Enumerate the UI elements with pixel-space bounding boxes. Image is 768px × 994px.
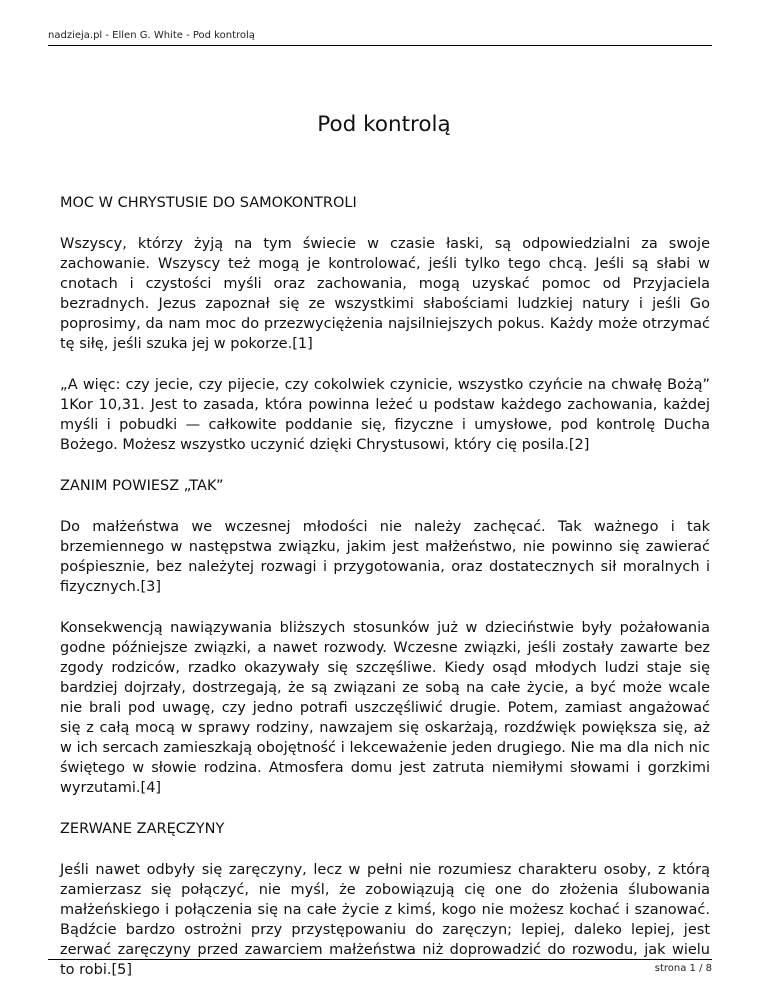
page-header [48,30,712,46]
page-number: strona 1 / 8 [654,963,712,974]
section-zerwane-zareczyny [60,819,710,980]
section-heading: ZANIM POWIESZ „TAK” [60,478,224,494]
paragraph: Do małżeństwa we wczesnej młodości nie należy zachęcać. Tak ważnego i tak brzemiennego w następstwa związku, jakim jest małżeństwo, nie powinno się zawierać pośpiesznie, bez należytej rozwagi i przygotowania, oraz dostatecznych sił moralnych i fizycznych.[3] [60,519,710,595]
paragraph: Wszyscy, którzy żyją na tym świecie w czasie łaski, są odpowiedzialni za swoje zachowanie. Wszyscy też mogą je kontrolować, jeśli tylko tego chcą. Jeśli są słabi w cnotach i czystości myśli oraz zachowania, mogą uzyskać pomoc od Przyjaciela bezradnych. Jezus zapoznał się ze wszystkimi słabościami ludzkiej natury i jeśli Go poprosimy, da nam moc do przezwyciężenia najsilniejszych pokus. Każdy może otrzymać tę siłę, jeśli szuka jej w pokorze.[1] [60,236,710,352]
section-zanim-powiesz-tak [60,476,710,798]
header-text: nadzieja.pl - Ellen G. White - Pod kontrolą [48,30,255,41]
paragraph: „A więc: czy jecie, czy pijecie, czy cokolwiek czynicie, wszystko czyńcie na chwałę Bożą” 1Kor 10,31. Jest to zasada, która powinna leżeć u podstaw każdego zachowania, każdej myśli i pobudki — całkowite poddanie się, fizyczne i umysłowe, pod kontrolę Ducha Bożego. Możesz wszystko uczynić dzięki Chrystusowi, który cię posila.[2] [60,377,710,453]
document-title: Pod kontrolą [317,112,451,137]
paragraph: Konsekwencją nawiązywania bliższych stosunków już w dzieciństwie były pożałowania godne późniejsze związki, a nawet rozwody. Wczesne związki, jeśli zostały zawarte bez zgody rodziców, rzadko okazywały się szczęśliwe. Kiedy osąd młodych ludzi staje się bardziej dojrzały, dostrzegają, że są związani ze sobą na całe życie, a być może wcale nie brali pod uwagę, czy jedno potrafi uszczęśliwić drugie. Potem, zamiast angażować się z całą mocą w sprawy rodziny, nawzajem się oskarżają, rozdźwięk powiększa się, aż w ich sercach zamieszkają obojętność i lekceważenie jeden drugiego. Nie ma dla nich nic świętego w słowie rodzina. Atmosfera domu jest zatruta niemiłymi słowami i gorzkimi wyrzutami.[4] [60,620,710,796]
section-heading: ZERWANE ZARĘCZYNY [60,821,225,837]
section-moc-w-chrystusie [60,193,710,455]
page-footer [48,959,712,974]
paragraph: Jeśli nawet odbyły się zaręczyny, lecz w pełni nie rozumiesz charakteru osoby, z którą zamierzasz się połączyć, nie myśl, że zobowiązują cię one do złożenia ślubowania małżeńskiego i połączenia się na całe życie z kimś, kogo nie możesz kochać i szanować. Bądźcie bardzo ostrożni przy przystępowaniu do zaręczyn; lepiej, daleko lepiej, jest zerwać zaręczyny przed zawarciem małżeństwa niż doprowadzić do rozwodu, jak wielu to robi.[5] [60,862,710,978]
document-body [60,193,710,980]
section-heading: MOC W CHRYSTUSIE DO SAMOKONTROLI [60,195,357,211]
